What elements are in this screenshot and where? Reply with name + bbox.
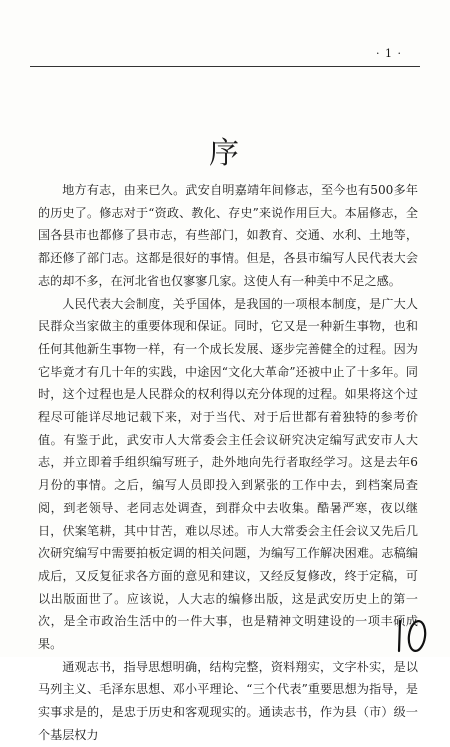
header-rule (30, 66, 420, 67)
body-text (38, 179, 418, 747)
paragraph-3: 通观志书，指导思想明确，结构完整，资料翔实，文字朴实，是以马列主义、毛泽东思想、邓小平理论、“三个代表”重要思想为指导，是实事求是的，是忠于历史和客观现实的。通读志书，作为县（市）级一个基层权力 (38, 659, 418, 742)
paragraph-2: 人民代表大会制度，关乎国体，是我国的一项根本制度，是广大人民群众当家做主的重要体现和保证。同时，它又是一种新生事物，也和任何其他新生事物一样，有一个成长发展、逐步完善健全的过程。因为它毕竟才有几十年的实践，中途因“文化大革命”还被中止了十多年。同时，这个过程也是人民群众的权利得以充分体现的过程。如果将这个过程尽可能详尽地记载下来，对于当代、对于后世都有着独特的参考价值。有鉴于此，武安市人大常委会主任会议研究决定编写武安市人大志，并立即着手组织编写班子，赴外地向先行者取经学习。这是去年6月份的事情。之后，编写人员即投入到紧张的工作中去，到档案局查阅，到老领导、老同志处调查，到群众中去收集。酷暑严寒，夜以继日，伏案笔耕，其中甘苦，难以尽述。市人大常委会主任会议又先后几次研究编写中需要拍板定调的相关问题，为编写工作解决困难。志稿编成后，又反复征求各方面的意见和建议，又经反复修改，终于定稿，可以出版面世了。应该说，人大志的编修出版，这是武安历史上的第一次，是全市政治生活中的一件大事，也是精神文明建设的一项丰硕成果。 (38, 296, 418, 652)
page-number: · 1 · (376, 47, 402, 60)
page-title: 序 (209, 136, 241, 171)
paragraph-1: 地方有志，由来已久。武安自明嘉靖年间修志，至今也有500多年的历史了。修志对于“资政、教化、存史”来说作用巨大。本届修志，全国各县市也都修了县市志，有些部门，如教育、交通、水利、土地等，都还修了部门志。这都是很好的事情。但是，各县市编写人民代表大会志的却不多，在河北省也仅寥寥几家。这使人有一种美中不足之感。 (38, 183, 418, 288)
handwritten-page-mark (394, 615, 430, 655)
